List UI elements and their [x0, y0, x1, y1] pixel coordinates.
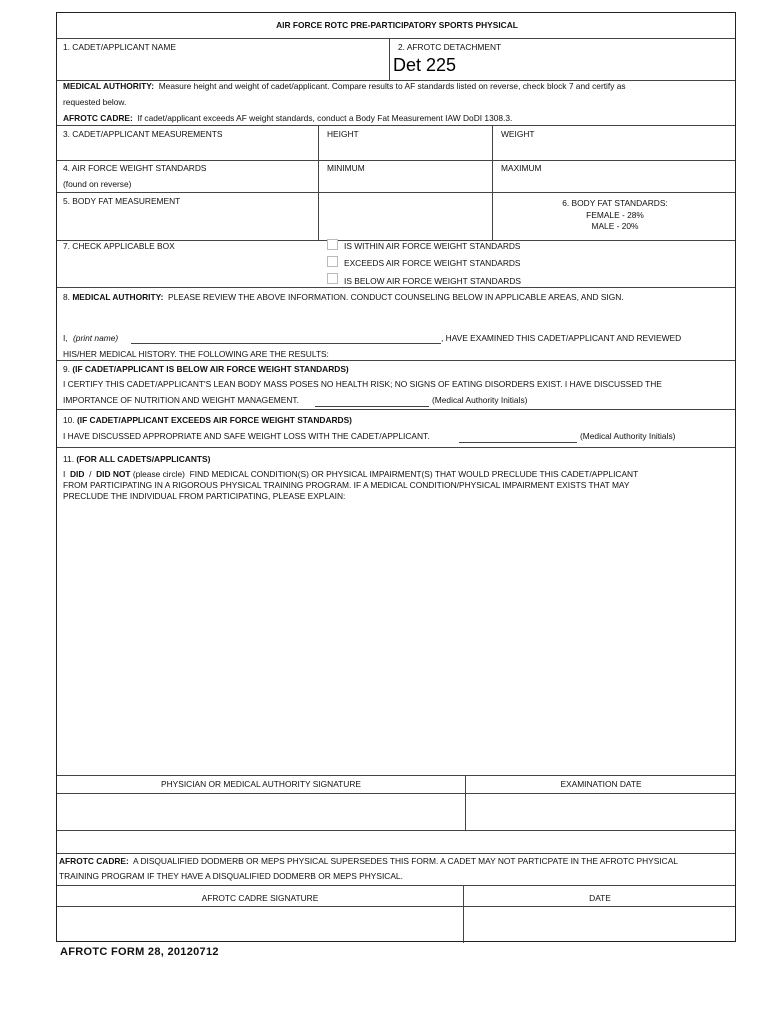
form-title: AIR FORCE ROTC PRE-PARTICIPATORY SPORTS PHYSICAL	[276, 20, 518, 30]
medical-authority-line1: Measure height and weight of cadet/applicant. Compare results to AF standards listed on reverse, check block 7 and certify as	[158, 81, 626, 91]
block8-examined: , HAVE EXAMINED THIS CADET/APPLICANT AND REVIEWED	[441, 333, 682, 343]
block8-number: 8.	[63, 292, 70, 302]
check-box-label: 7. CHECK APPLICABLE BOX	[63, 241, 175, 251]
medical-authority-note	[63, 81, 626, 91]
weight-standards-sublabel: (found on reverse)	[63, 179, 132, 189]
divider	[57, 125, 735, 126]
block10-header: (IF CADET/APPLICANT EXCEEDS AIR FORCE WEIGHT STANDARDS)	[76, 415, 352, 425]
block9-line2: IMPORTANCE OF NUTRITION AND WEIGHT MANAGEMENT.	[63, 395, 299, 405]
medical-authority-line2: requested below.	[63, 97, 127, 107]
divider	[57, 885, 735, 886]
divider	[57, 287, 735, 288]
height-input[interactable]	[327, 143, 487, 157]
physician-signature-input[interactable]	[63, 797, 459, 825]
block10-initials-input[interactable]	[459, 428, 575, 441]
within-standards-checkbox[interactable]	[327, 239, 338, 250]
block11-heading	[63, 454, 210, 464]
block9-heading	[63, 364, 349, 374]
weight-standards-label: 4. AIR FORCE WEIGHT STANDARDS	[63, 163, 207, 173]
within-standards-label: IS WITHIN AIR FORCE WEIGHT STANDARDS	[344, 241, 521, 251]
exceeds-standards-label: EXCEEDS AIR FORCE WEIGHT STANDARDS	[344, 258, 521, 268]
weight-label: WEIGHT	[501, 129, 535, 139]
block10-heading	[63, 415, 352, 425]
print-name-underline	[131, 343, 441, 344]
divider	[57, 853, 735, 854]
height-label: HEIGHT	[327, 129, 359, 139]
block9-number: 9.	[63, 364, 70, 374]
body-fat-male: MALE - 20%	[591, 221, 639, 231]
did-option[interactable]: DID	[69, 469, 85, 479]
did-not-option[interactable]: DID NOT	[96, 469, 131, 479]
cadet-name-input[interactable]	[63, 55, 383, 73]
block11-slash: /	[89, 469, 92, 479]
block10-initials-label: (Medical Authority Initials)	[580, 431, 676, 441]
block9-line1: I CERTIFY THIS CADET/APPLICANT'S LEAN BODY MASS POSES NO HEALTH RISK; NO SIGNS OF EATING DISORDERS EXIST. I HAVE DISCUSSED THE	[63, 379, 662, 389]
block8-history: HIS/HER MEDICAL HISTORY. THE FOLLOWING ARE THE RESULTS:	[63, 349, 329, 359]
cadre-final-line2: TRAINING PROGRAM IF THEY HAVE A DISQUALIFIED DODMERB OR MEPS PHYSICAL.	[59, 871, 403, 881]
block11-header: (FOR ALL CADETS/APPLICANTS)	[76, 454, 211, 464]
divider	[57, 360, 735, 361]
print-name-hint: (print name)	[73, 333, 119, 343]
divider	[57, 775, 735, 776]
block8-text: PLEASE REVIEW THE ABOVE INFORMATION. CONDUCT COUNSELING BELOW IN APPLICABLE AREAS, AND SIGN.	[168, 292, 624, 302]
divider	[57, 906, 735, 907]
divider	[318, 125, 319, 240]
block9-initials-underline	[315, 406, 429, 407]
cadre-signature-label: AFROTC CADRE SIGNATURE	[201, 893, 319, 903]
block9-initials-input[interactable]	[315, 392, 427, 405]
block10-initials-underline	[459, 442, 577, 443]
divider	[57, 409, 735, 410]
physical-form	[56, 12, 736, 942]
block10-line1: I HAVE DISCUSSED APPROPRIATE AND SAFE WEIGHT LOSS WITH THE CADET/APPLICANT.	[63, 431, 430, 441]
exceeds-standards-checkbox[interactable]	[327, 256, 338, 267]
cadre-final-line1	[59, 856, 678, 866]
divider	[57, 830, 735, 831]
cadre-note	[63, 113, 512, 123]
divider	[57, 38, 735, 39]
divider	[57, 447, 735, 448]
cadet-name-label: 1. CADET/APPLICANT NAME	[63, 42, 176, 52]
form-footer: AFROTC FORM 28, 20120712	[60, 946, 219, 958]
exam-date-input[interactable]	[471, 797, 731, 825]
minimum-input[interactable]	[327, 177, 487, 191]
below-standards-checkbox[interactable]	[327, 273, 338, 284]
minimum-label: MINIMUM	[327, 163, 365, 173]
cadre-date-label: DATE	[589, 893, 611, 903]
body-fat-input[interactable]	[327, 208, 487, 222]
block8-i: I,	[63, 333, 68, 343]
block11-circle: (please circle)	[132, 469, 185, 479]
block11-line1-rest: FIND MEDICAL CONDITION(S) OR PHYSICAL IMPAIRMENT(S) THAT WOULD PRECLUDE THIS CADET/APPLICANT	[189, 469, 639, 479]
divider	[57, 192, 735, 193]
divider	[57, 793, 735, 794]
divider	[57, 160, 735, 161]
cadre-date-input[interactable]	[469, 911, 731, 937]
cadre-signature-input[interactable]	[63, 911, 457, 937]
block8-heading	[63, 292, 624, 302]
below-standards-label: IS BELOW AIR FORCE WEIGHT STANDARDS	[344, 276, 521, 286]
body-fat-standards-title: 6. BODY FAT STANDARDS:	[562, 198, 668, 208]
maximum-input[interactable]	[501, 177, 721, 191]
block10-number: 10.	[63, 415, 75, 425]
block11-line2: FROM PARTICIPATING IN A RIGOROUS PHYSICAL TRAINING PROGRAM. IF A MEDICAL CONDITION/PHYSICAL IMPAIRMENT EXISTS THAT MAY	[63, 480, 630, 490]
cadre-note-prefix: AFROTC CADRE:	[63, 113, 133, 123]
medical-authority-prefix: MEDICAL AUTHORITY:	[63, 81, 155, 91]
weight-input[interactable]	[501, 143, 721, 157]
cadre-note-text: If cadet/applicant exceeds AF weight standards, conduct a Body Fat Measurement IAW DoDI 1308.3.	[137, 113, 513, 123]
block9-header: (IF CADET/APPLICANT IS BELOW AIR FORCE WEIGHT STANDARDS)	[72, 364, 349, 374]
cadre-final-prefix: AFROTC CADRE:	[59, 856, 129, 866]
cadre-final-text: A DISQUALIFIED DODMERB OR MEPS PHYSICAL SUPERSEDES THIS FORM. A CADET MAY NOT PARTICPATE IN THE AFROTC PHYSICAL	[133, 856, 678, 866]
maximum-label: MAXIMUM	[501, 163, 542, 173]
block11-i: I	[63, 469, 66, 479]
body-fat-female: FEMALE - 28%	[586, 210, 644, 220]
body-fat-label: 5. BODY FAT MEASUREMENT	[63, 196, 181, 206]
measurements-label: 3. CADET/APPLICANT MEASUREMENTS	[63, 129, 223, 139]
block11-number: 11.	[63, 454, 75, 464]
exam-date-label: EXAMINATION DATE	[560, 779, 642, 789]
divider	[389, 38, 390, 80]
physician-signature-label: PHYSICIAN OR MEDICAL AUTHORITY SIGNATURE	[161, 779, 361, 789]
block11-line3: PRECLUDE THE INDIVIDUAL FROM PARTICIPATING, PLEASE EXPLAIN:	[63, 491, 346, 501]
explanation-textarea[interactable]	[63, 505, 727, 771]
block9-initials-label: (Medical Authority Initials)	[432, 395, 528, 405]
detachment-input[interactable]	[393, 53, 713, 77]
detachment-label: 2. AFROTC DETACHMENT	[398, 42, 502, 52]
block8-prefix: MEDICAL AUTHORITY:	[72, 292, 164, 302]
print-name-input[interactable]	[131, 329, 439, 342]
block11-line1	[63, 469, 638, 479]
